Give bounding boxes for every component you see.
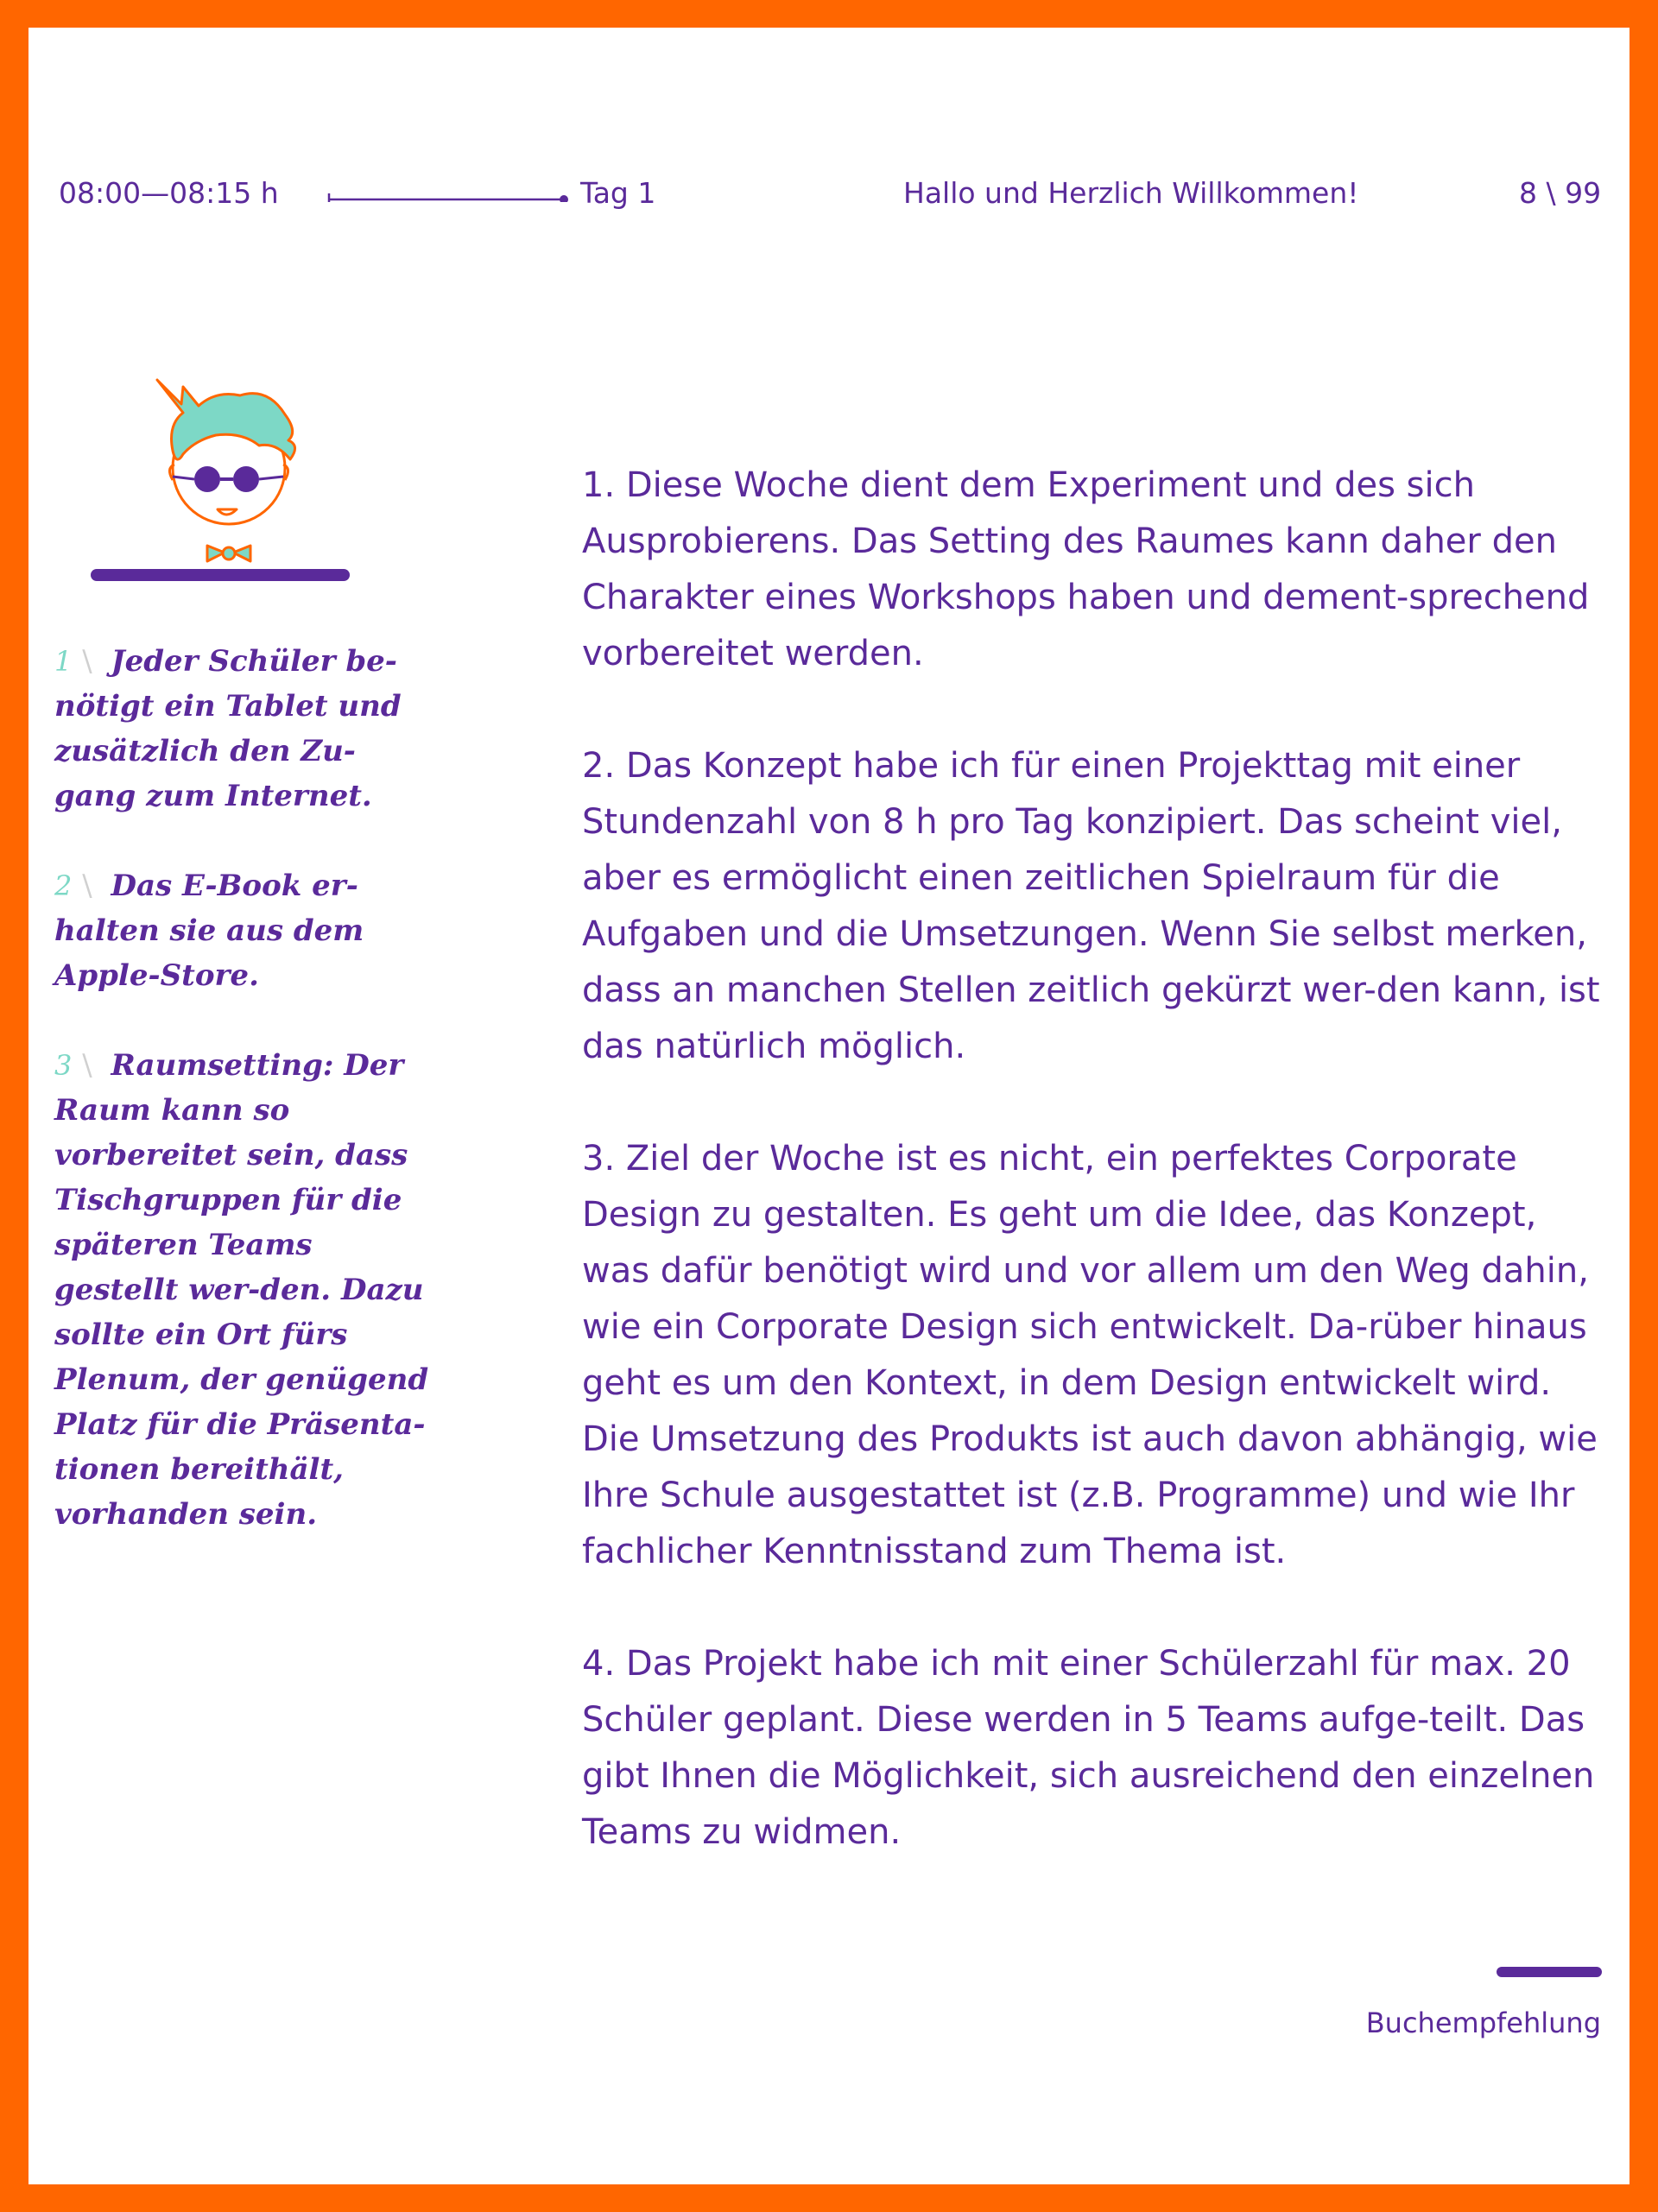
note-number: 3 <box>54 1049 73 1082</box>
sidebar-note <box>54 639 434 818</box>
note-number: 2 <box>54 869 73 902</box>
note-number: 1 <box>54 645 73 678</box>
main-text <box>582 458 1601 1917</box>
note-text: Das E-Book er-halten sie aus dem Apple-Store. <box>54 869 364 993</box>
paragraph-4: 4. Das Projekt habe ich mit einer Schülerzahl für max. 20 Schüler geplant. Diese werden in 5 Teams aufge-teilt. Das gibt Ihnen die Möglichkeit, sich ausreichend den einzelnen Teams zu widmen. <box>582 1644 1595 1852</box>
day-label: Tag 1 <box>580 176 656 210</box>
paragraph-2: 2. Das Konzept habe ich für einen Projekttag mit einer Stundenzahl von 8 h pro Tag konzipiert. Das scheint viel, aber es ermöglicht einen zeitlichen Spielraum für die Aufgaben und die Umsetzungen. Wenn Sie selbst merken, dass an manchen Stellen zeitlich gekürzt wer-den kann, ist das natürlich möglich. <box>582 746 1600 1066</box>
page <box>28 28 1630 2184</box>
timeline-line-icon <box>326 167 568 202</box>
header <box>28 167 1630 219</box>
sidebar-note <box>54 863 434 998</box>
note-separator: \ <box>82 644 92 679</box>
note-separator: \ <box>82 1048 92 1083</box>
note-text: Jeder Schüler be-nötigt ein Tablet und zusätzlich den Zu-gang zum Internet. <box>54 644 402 813</box>
time-label: 08:00—08:15 h <box>59 176 279 210</box>
note-separator: \ <box>82 869 92 903</box>
book-recommendation-link[interactable]: Buchempfehlung <box>1365 2007 1601 2039</box>
note-text: Raumsetting: Der Raum kann so vorbereitet sein, dass Tischgruppen für die späteren Teams gestellt wer-den. Dazu sollte ein Ort fürs Plenum, der genügend Platz für die Präsenta-tionen bereithält, vorhanden sein. <box>54 1048 429 1532</box>
footer-bar <box>1497 1967 1602 1977</box>
paragraph-3: 3. Ziel der Woche ist es nicht, ein perfektes Corporate Design zu gestalten. Es geht um die Idee, das Konzept, was dafür benötigt wird und vor allem um den Weg dahin, wie ein Corporate Design sich entwickelt. Da-rüber hinaus geht es um den Kontext, in dem Design entwickelt wird. Die Umsetzung des Produkts ist auch davon abhängig, wie Ihre Schule ausgestattet ist (z.B. Programme) und wie Ihr fachlicher Kenntnisstand zum Thema ist. <box>582 1139 1598 1571</box>
boy-with-sunglasses-avatar-icon <box>138 371 328 570</box>
sidebar-note <box>54 1043 434 1537</box>
page-number: 8 \ 99 <box>1519 176 1602 210</box>
sidebar-notes <box>54 639 434 1582</box>
avatar-underline <box>91 569 350 581</box>
paragraph-1: 1. Diese Woche dient dem Experiment und des sich Ausprobierens. Das Setting des Raumes kann daher den Charakter eines Workshops haben und dement-sprechend vorbereitet werden. <box>582 465 1590 673</box>
chapter-title: Hallo und Herzlich Willkommen! <box>903 176 1359 210</box>
